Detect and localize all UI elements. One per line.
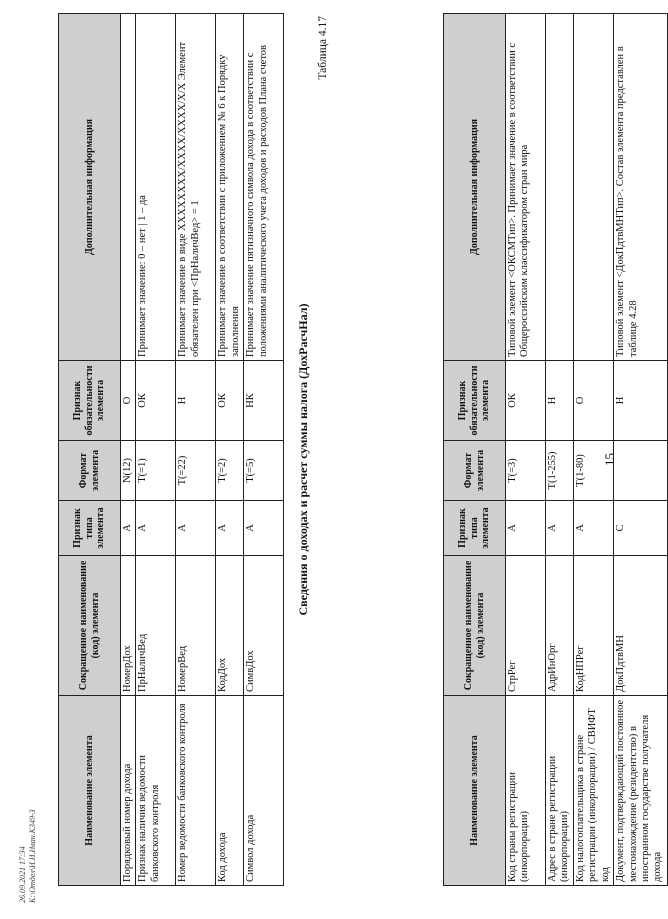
cell-info: Принимает значение в виде XXXXXXXX/XXXX/XXXX/X/X Элемент обязателен при <ПрНаличВед> = 1 [176,14,216,361]
table-row [614,14,668,886]
header-info: Дополнительная информация [59,14,121,361]
cell-code: СимвДох [244,556,284,696]
cell-required: Н [546,361,574,441]
header-code: Сокращенное наименование (код) элемента [444,556,506,696]
header-type: Признак типа элемента [59,501,121,556]
cell-required: О [574,361,614,441]
header-code: Сокращенное наименование (код) элемента [59,556,121,696]
cell-code: КодДох [216,556,244,696]
stamp-path: К:\Отдел\И.И.Иван.КЗ49-3 [28,809,37,903]
table-row [506,14,546,886]
table-row [546,14,574,886]
header-info: Дополнительная информация [444,14,506,361]
cell-format [614,441,668,501]
cell-code: ПрНаличВед [136,556,176,696]
cell-type: А [506,501,546,556]
cell-name: Код страны регистрации (инкорпорации) [506,696,546,886]
cell-format: T(=1) [136,441,176,501]
cell-type: А [176,501,216,556]
table-header-row [444,14,506,886]
cell-format: T(=3) [506,441,546,501]
cell-name: Порядковый номер дохода [121,696,136,886]
cell-name: Символ дохода [244,696,284,886]
cell-type: А [216,501,244,556]
header-format: Формат элемента [59,441,121,501]
cell-format: T(=2) [216,441,244,501]
cell-name: Признак наличия ведомости банковского контроля [136,696,176,886]
cell-code: НомерВед [176,556,216,696]
cell-required: Н [176,361,216,441]
header-name: Наименование элемента [444,696,506,886]
table-caption: Сведения о доходах и расчет суммы налога (ДохРасчНал) [296,303,310,616]
cell-name: Номер ведомости банковского контроля [176,696,216,886]
cell-required: ОК [136,361,176,441]
cell-name: Документ, подтверждающий постоянное местонахождение (резидентство) в иностранном государстве получателя дохода [614,696,668,886]
table-row [216,14,244,886]
cell-info [121,14,136,361]
header-required: Признак обязательности элемента [59,361,121,441]
cell-type: А [136,501,176,556]
print-stamp [18,809,38,903]
cell-required: Н [614,361,668,441]
cell-info: Принимает значение пятизначного символа дохода в соответствии с положениями аналитического учета доходов и расходов Плана счетов [244,14,284,361]
cell-format: T(=5) [244,441,284,501]
cell-info: Принимает значение: 0 – нет | 1 – да [136,14,176,361]
income-tax-table [58,13,284,886]
header-format: Формат элемента [444,441,506,501]
cell-info [546,14,574,361]
cell-code: СтрРег [506,556,546,696]
cell-code: НомерДох [121,556,136,696]
table-row [176,14,216,886]
table-header-row [59,14,121,886]
cell-required: ОК [216,361,244,441]
table-row [136,14,176,886]
cell-code: КодНПРег [574,556,614,696]
cell-type: С [614,501,668,556]
cell-code: АдрИнОрг [546,556,574,696]
cell-info: Типовой элемент <ОКСМТип>. Принимает значение в соответствии с Общероссийским классификатором стран мира [506,14,546,361]
cell-name: Код дохода [216,696,244,886]
table-row [574,14,614,886]
table-number-label: Таблица 4.17 [317,16,329,80]
cell-required: ОК [506,361,546,441]
cell-format: N(12) [121,441,136,501]
cell-code: ДокПдтвМН [614,556,668,696]
cell-format: T(1-255) [546,441,574,501]
stamp-date: 26.09.2021 17:34 [18,846,27,903]
cell-type: А [244,501,284,556]
cell-type: А [121,501,136,556]
table-row [121,14,136,886]
cell-format: T(1-80) [574,441,614,501]
elements-table-continued [443,13,668,886]
cell-required: НК [244,361,284,441]
cell-info: Принимает значение в соответствии с приложением № 6 к Порядку заполнения [216,14,244,361]
cell-format: T(=22) [176,441,216,501]
header-type: Признак типа элемента [444,501,506,556]
cell-required: О [121,361,136,441]
cell-info: Типовой элемент <ДокПдтвМНТип>. Состав элемента представлен в таблице 4.28 [614,14,668,361]
cell-type: А [574,501,614,556]
header-required: Признак обязательности элемента [444,361,506,441]
cell-type: А [546,501,574,556]
cell-info [574,14,614,361]
cell-name: Адрес в стране регистрации (инкорпорации) [546,696,574,886]
cell-name: Код налогоплательщика в стране регистрации (инкорпорации) / СВИФТ код [574,696,614,886]
header-name: Наименование элемента [59,696,121,886]
page-number: 15 [602,453,617,466]
table-row [244,14,284,886]
